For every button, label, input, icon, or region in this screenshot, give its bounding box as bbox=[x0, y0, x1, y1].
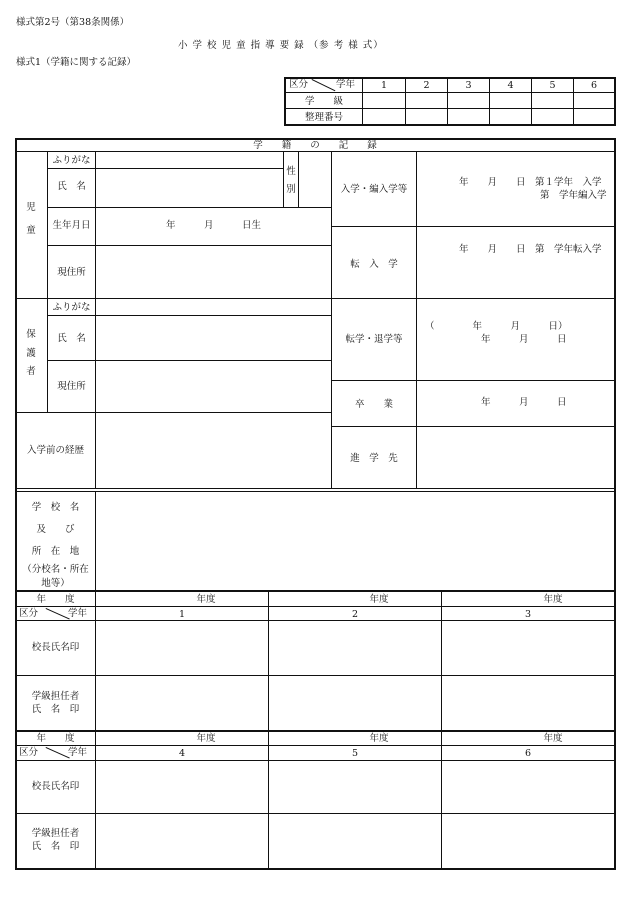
teacher-label-a: 学級担任者 氏 名 印 bbox=[31, 691, 80, 715]
nendo-1: 年度 bbox=[196, 594, 216, 605]
year-5: 5 bbox=[549, 80, 556, 91]
nendo-label-a: 年 度 bbox=[36, 594, 75, 605]
child-sex-label: 性別 bbox=[286, 166, 296, 196]
year-3: 3 bbox=[465, 80, 472, 91]
year-6: 6 bbox=[590, 80, 598, 91]
gakunen-label: 学年 bbox=[336, 79, 356, 90]
graduation-value: 年 月 日 bbox=[481, 397, 567, 408]
child-address-label: 現住所 bbox=[57, 267, 86, 278]
nendo-3: 年度 bbox=[543, 594, 563, 605]
staff-gakunen-b: 学年 bbox=[68, 747, 88, 758]
nendo-4: 年度 bbox=[196, 733, 216, 744]
year-1: 1 bbox=[380, 80, 388, 91]
transfer-in-label: 転 入 学 bbox=[350, 259, 398, 270]
staff-year-1: 1 bbox=[178, 609, 186, 620]
class-label: 学 級 bbox=[304, 96, 343, 107]
staff-year-6: 6 bbox=[524, 748, 532, 759]
kubun-label: 区分 bbox=[289, 79, 309, 90]
form-number: 様式第2号（第38条関係） bbox=[16, 17, 130, 28]
admission-label: 入学・編入学等 bbox=[340, 184, 408, 195]
pre-school-label: 入学前の経歴 bbox=[26, 445, 84, 456]
staff-gakunen-a: 学年 bbox=[68, 608, 88, 619]
transfer-in-value: 年 月 日 第 学年転入学 bbox=[459, 244, 602, 255]
nendo-label-b: 年 度 bbox=[36, 733, 75, 744]
guardian-group-label: 保 護 者 bbox=[26, 329, 46, 378]
page-title: 小 学 校 児 童 指 導 要 録 （参 考 様 式） bbox=[178, 40, 384, 51]
nendo-5: 年度 bbox=[369, 733, 389, 744]
number-label: 整理番号 bbox=[304, 112, 343, 123]
child-furigana-label: ふりがな bbox=[52, 155, 91, 166]
staff-year-4: 4 bbox=[178, 748, 186, 759]
staff-kubun-a: 区分 bbox=[19, 608, 39, 619]
birth-label: 生年月日 bbox=[52, 220, 91, 231]
school-name-label: 学 校 名 及 び 所 在 地 （分校名・所在 地等） bbox=[22, 502, 89, 589]
staff-year-5: 5 bbox=[351, 748, 359, 759]
teacher-label-b: 学級担任者 氏 名 印 bbox=[31, 828, 80, 852]
admission-line2: 第 学年編入学 bbox=[540, 190, 607, 201]
principal-label-b: 校長氏名印 bbox=[31, 781, 80, 792]
principal-label-a: 校長氏名印 bbox=[31, 642, 80, 653]
transfer-out-line2: 年 月 日 bbox=[481, 334, 567, 345]
transfer-out-line1: （ 年 月 日） bbox=[425, 321, 568, 332]
child-group-label: 児 童 bbox=[26, 202, 46, 236]
birth-value: 年 月 日生 bbox=[165, 220, 261, 231]
nendo-2: 年度 bbox=[369, 594, 389, 605]
guardian-address-label: 現住所 bbox=[57, 381, 86, 392]
nendo-6: 年度 bbox=[543, 733, 563, 744]
form-subtitle: 様式1（学籍に関する記録） bbox=[16, 57, 137, 68]
year-4: 4 bbox=[507, 80, 514, 91]
next-school-label: 進 学 先 bbox=[350, 453, 398, 464]
admission-line1: 年 月 日 第１学年 入学 bbox=[459, 177, 602, 188]
staff-kubun-b: 区分 bbox=[19, 747, 39, 758]
record-heading: 学 籍 の 記 録 bbox=[253, 140, 377, 151]
transfer-out-label: 転学・退学等 bbox=[345, 334, 403, 345]
year-2: 2 bbox=[423, 80, 430, 91]
guardian-furigana-label: ふりがな bbox=[52, 302, 91, 313]
guardian-name-label: 氏 名 bbox=[57, 333, 86, 344]
child-name-label: 氏 名 bbox=[57, 181, 86, 192]
staff-year-2: 2 bbox=[351, 609, 359, 620]
graduation-label: 卒 業 bbox=[354, 399, 393, 410]
staff-year-3: 3 bbox=[524, 609, 532, 620]
